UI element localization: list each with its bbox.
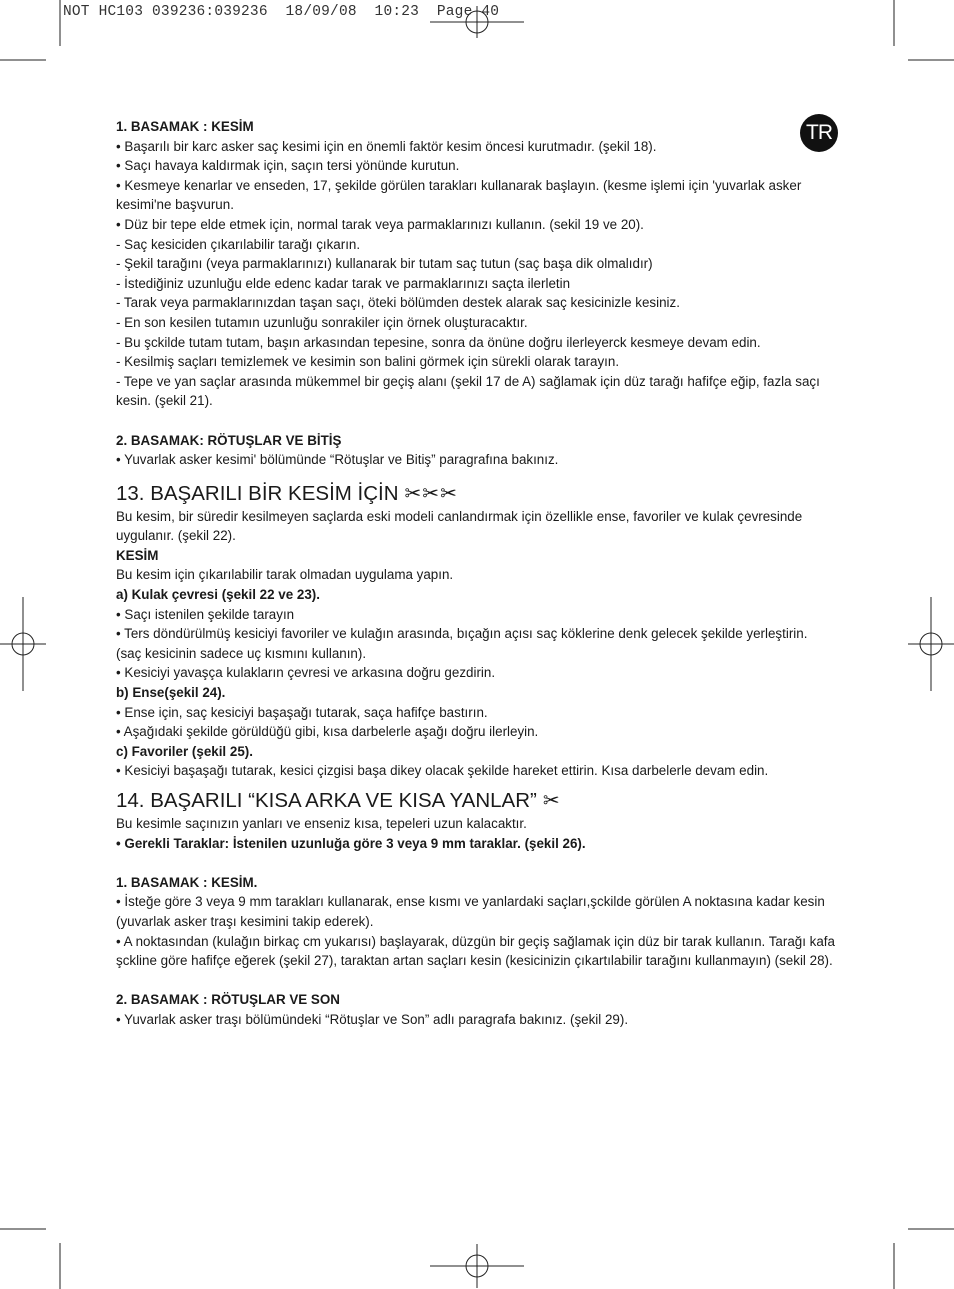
paragraph: - Saç kesiciden çıkarılabilir tarağı çıkarın. — [116, 236, 361, 252]
scissors-icon: ✂✂✂ — [404, 482, 458, 505]
paragraph: - İstediğiniz uzunluğu elde edenc kadar tarak ve parmaklarınızı saçta ilerletin — [116, 275, 571, 291]
spacer — [116, 971, 836, 991]
spacer — [116, 411, 836, 431]
paragraph: • Ense için, saç kesiciyi başaşağı tutarak, saça hafifçe bastırın. — [116, 704, 488, 720]
paragraph: • A noktasından (kulağın birkaç cm yukarısı) başlayarak, düzgün bir geçiş sağlamak için düz bir tarak kullanın. Tarağı kafa şckline göre hafifçe eğerek (şekil 27), taraktan artan saçları kesin (kesicinizin çıkartılabilir tarağını kullanmayın) (sekil 28). — [116, 933, 835, 969]
paragraph: • Yuvarlak asker traşı bölümündeki “Rötuşlar ve Son” adlı paragrafa bakınız. (şekil 29). — [116, 1011, 629, 1027]
paragraph: • Saçı havaya kaldırmak için, saçın tersi yönünde kurutun. — [116, 158, 460, 174]
step1-cut-title: 1. BASAMAK : KESİM — [116, 119, 254, 134]
paragraph: • Aşağıdaki şekilde görüldüğü gibi, kısa darbelerle aşağı doğru ilerleyin. — [116, 724, 539, 740]
section-14-intro: Bu kesimle saçınızın yanları ve enseniz kısa, tepeleri uzun kalacaktır. — [116, 816, 527, 831]
document-body — [116, 117, 836, 1030]
paragraph: • Yuvarlak asker kesimi' bölümünde “Rötuşlar ve Bitiş” paragrafına bakınız. — [116, 452, 559, 468]
paragraph: • Kesiciyi yavaşça kulakların çevresi ve arkasına doğru gezdirin. — [116, 665, 496, 681]
subsection-c-title: c) Favoriler (şekil 25). — [116, 743, 253, 759]
paragraph: • Başarılı bir karc asker saç kesimi için en önemli faktör kesim öncesi kurutmadır. (şekil 18). — [116, 138, 657, 154]
subsection-a-title: a) Kulak çevresi (şekil 22 ve 23). — [116, 587, 320, 603]
scissors-icon: ✂ — [542, 790, 561, 812]
print-header: NOT HC103 039236:039236 18/09/08 10:23 Page 40 — [63, 4, 500, 20]
paragraph: • Kesmeye kenarlar ve enseden, 17, şekilde görülen tarakları kullanarak başlayın. (kesme işlemi için 'yuvarlak asker kesimi'ne başvurun. — [116, 177, 802, 213]
paragraph: • Kesiciyi başaşağı tutarak, kesici çizgisi başa dikey olacak şekilde hareket ettirin. Kısa darbelerle devam edin. — [116, 763, 769, 779]
paragraph: • Düz bir tepe elde etmek için, normal tarak veya parmaklarınızı kullanın. (sekil 19 ve 20). — [116, 216, 644, 232]
kesim-note: Bu kesim için çıkarılabilir tarak olmadan uygulama yapın. — [116, 567, 454, 583]
section-14-title: 14. BAŞARILI “KISA ARKA VE KISA YANLAR” — [116, 789, 537, 812]
section-14-heading — [116, 788, 836, 814]
step2-finish-title: 2. BASAMAK: RÖTUŞLAR VE BİTİŞ — [116, 432, 342, 448]
paragraph: - Bu şckilde tutam tutam, başın arkasından tepesine, sonra da önüne doğru ilerleyerck kesmeye devam edin. — [116, 334, 761, 350]
kesim-title: KESİM — [116, 547, 159, 563]
paragraph: - En son kesilen tutamın uzunluğu sonrakiler için örnek oluşturacaktır. — [116, 314, 528, 330]
paragraph: - Tepe ve yan saçlar arasında mükemmel bir geçiş alanı (şekil 17 de A) sağlamak için düz tarağı hafifçe eğip, fazla saçı kesin. (şekil 21). — [116, 373, 820, 409]
paragraph: • İsteğe göre 3 veya 9 mm tarakları kullanarak, ense kısmı ve yanlardaki saçları,şckilde görülen A noktasına kadar kesin (yuvarlak asker traşı kesimini takip ederek). — [116, 894, 825, 929]
step1-title: 1. BASAMAK : KESİM. — [116, 874, 258, 890]
section-13-heading — [116, 481, 836, 507]
language-badge: TR — [800, 114, 838, 152]
section-13-title: 13. BAŞARILI BİR KESİM İÇİN — [116, 481, 399, 505]
subsection-b-title: b) Ense(şekil 24). — [116, 685, 226, 701]
step2-title: 2. BASAMAK : RÖTUŞLAR VE SON — [116, 992, 340, 1008]
required-combs: • Gerekli Taraklar: İstenilen uzunluğa göre 3 veya 9 mm taraklar. (şekil 26). — [116, 835, 586, 851]
paragraph: • Ters döndürülmüş kesiciyi favoriler ve kulağın arasında, bıçağın açısı saç köklerine denk gelecek şekilde yerleştirin. (saç kesicinin sadece uç kısmını kullanın). — [116, 626, 808, 661]
paragraph: - Kesilmiş saçları temizlemek ve kesimin son balini görmek için sürekli olarak tarayın. — [116, 354, 620, 370]
section-13-intro: Bu kesim, bir süredir kesilmeyen saçlarda eski modeli canlandırmak için özellikle ense, favoriler ve kulak çevresinde uygulanır. (şekil 22). — [116, 508, 803, 544]
spacer — [116, 853, 836, 873]
paragraph: - Şekil tarağını (veya parmaklarınızı) kullanarak bir tutam saç tutun (saç başa dik olmalıdır) — [116, 256, 653, 272]
paragraph: - Tarak veya parmaklarınızdan taşan saçı, öteki bölümden destek alarak saç kesicinizle kesiniz. — [116, 295, 680, 311]
paragraph: • Saçı istenilen şekilde tarayın — [116, 606, 295, 622]
